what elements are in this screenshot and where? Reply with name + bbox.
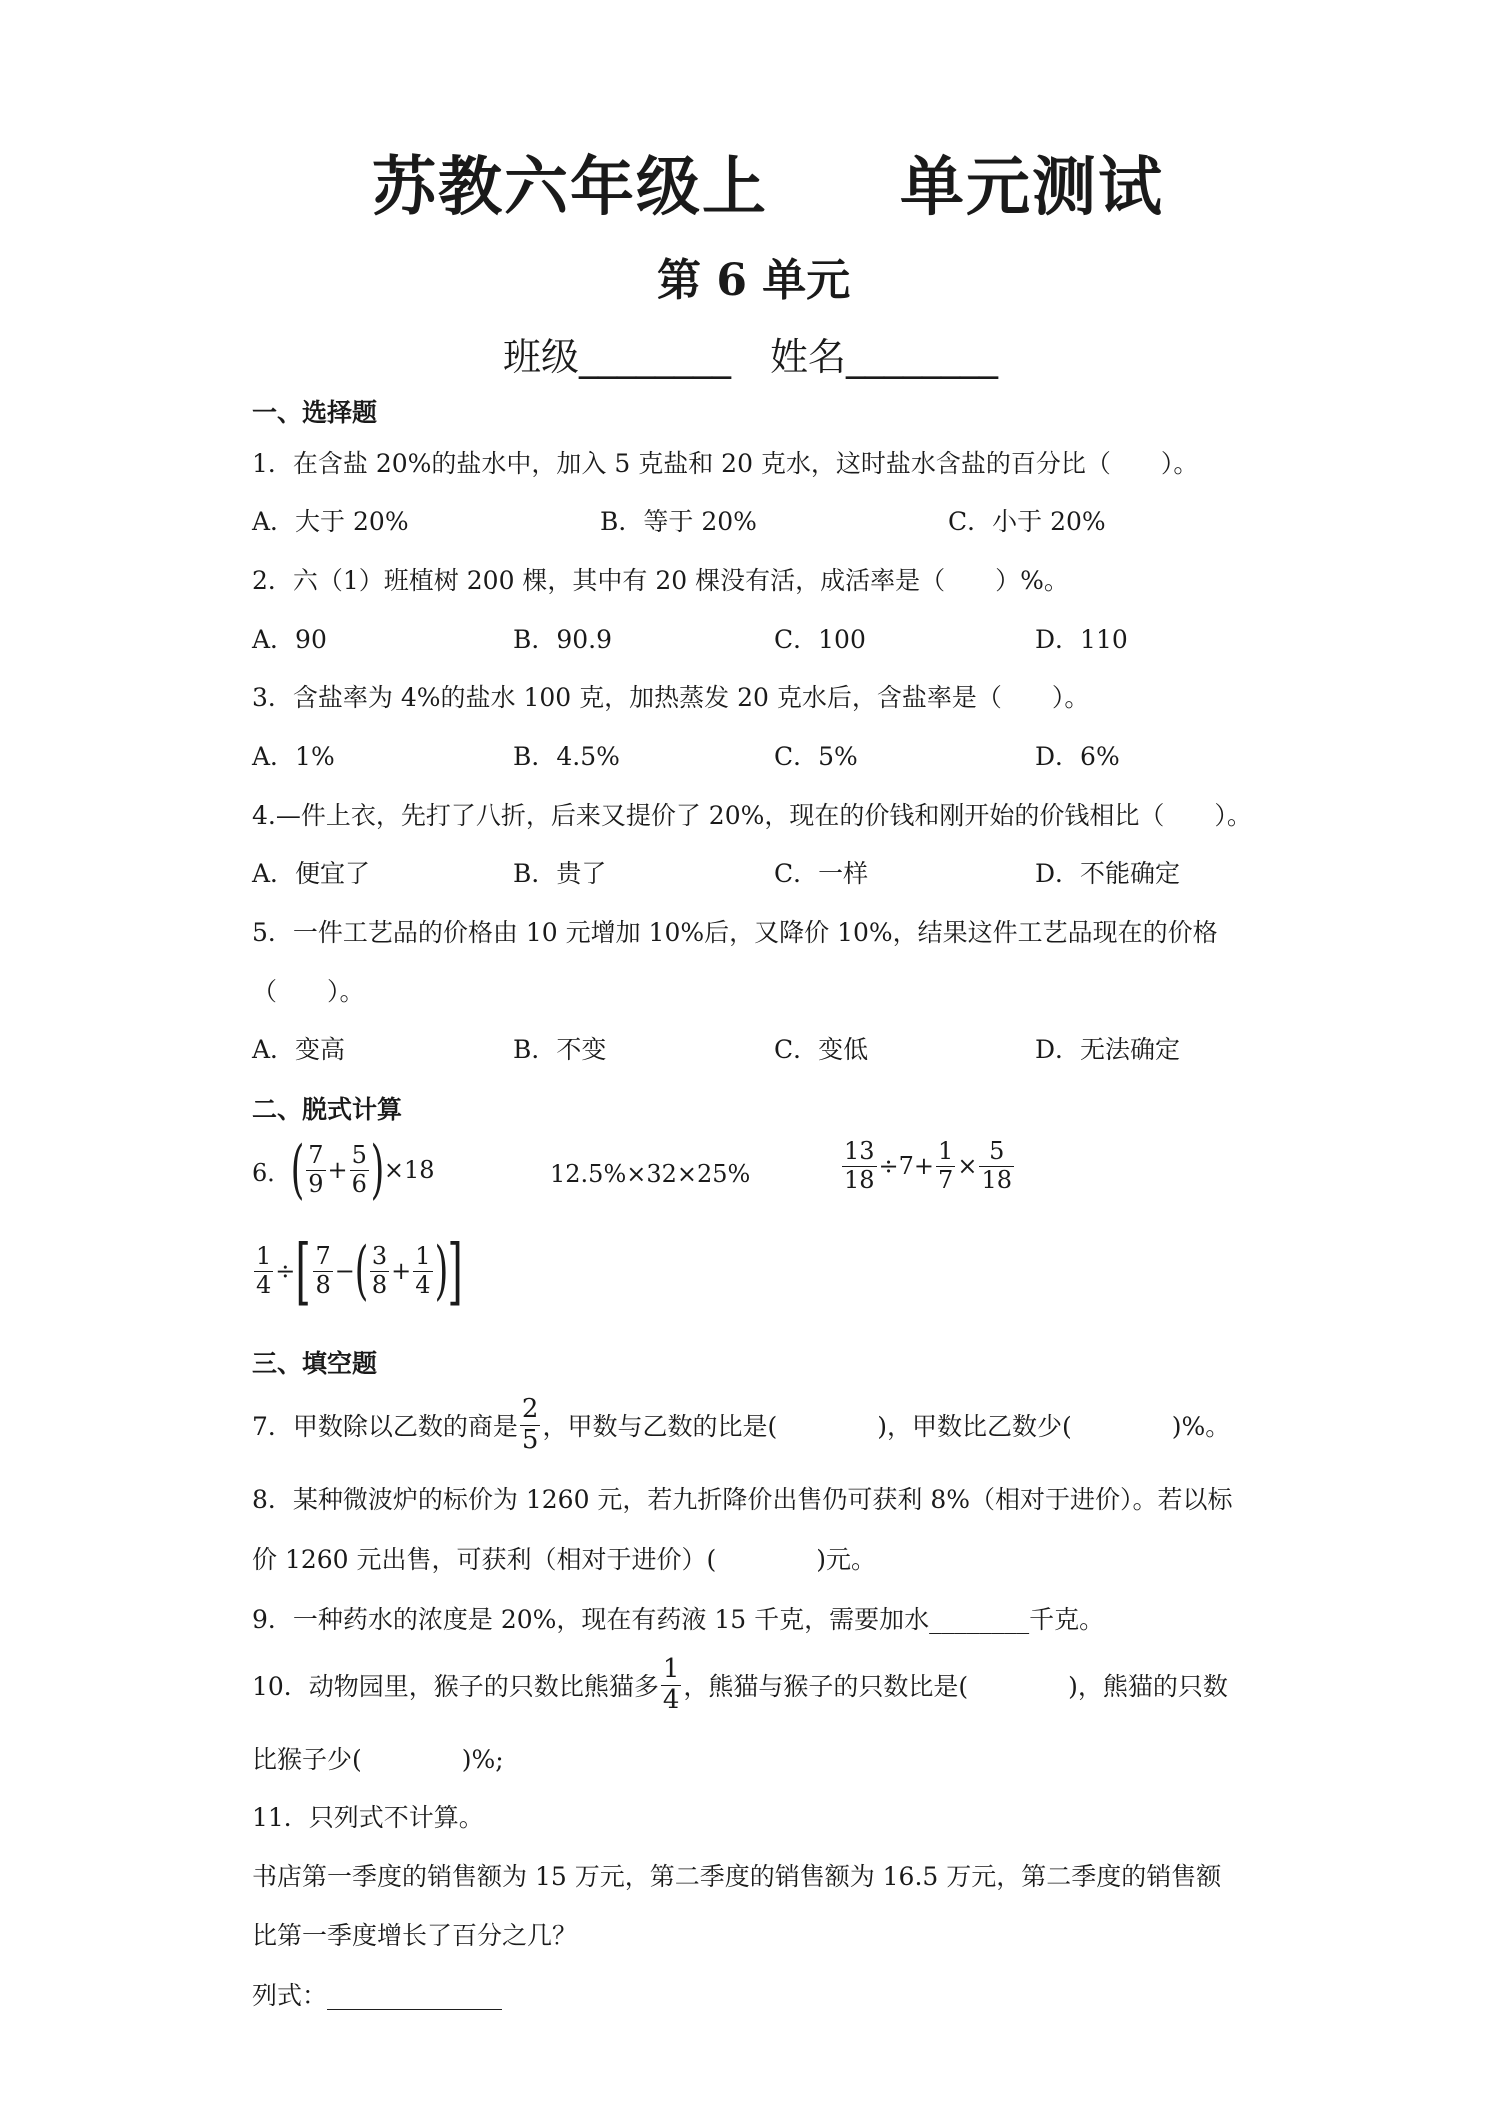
question-2-stem: 2．六（1）班植树 200 棵，其中有 20 棵没有活，成活率是（ ）%。 xyxy=(252,566,1069,595)
fraction: $\frac{13}{18}$ xyxy=(844,1137,875,1194)
fraction: $\frac{1}{4}$ xyxy=(256,1241,272,1299)
question-3-option-b: B．4.5% xyxy=(513,742,620,771)
question-8-line-1: 8．某种微波炉的标价为 1260 元，若九折降价出售仍可获利 8%（相对于进价）。若以标 xyxy=(252,1485,1233,1514)
question-10-pre: 10．动物园里，猴子的只数比熊猫多 xyxy=(252,1672,659,1702)
question-7-post: ，甲数与乙数的比是( )，甲数比乙数少( )%。 xyxy=(542,1412,1231,1442)
question-2-option-c: C．100 xyxy=(774,625,866,654)
question-8-line-2: 价 1260 元出售，可获利（相对于进价）( )元。 xyxy=(252,1545,877,1574)
question-11-body-2: 比第一季度增长了百分之几？ xyxy=(252,1921,578,1950)
question-6-expression-3 xyxy=(840,1138,1016,1194)
question-4-stem: 4.—件上衣，先打了八折，后来又提价了 20%，现在的价钱和刚开始的价钱相比（ ）。 xyxy=(252,801,1252,830)
question-6-label: 6． xyxy=(252,1158,292,1187)
question-1-stem: 1．在含盐 20%的盐水中，加入 5 克盐和 20 克水，这时盐水含盐的百分比（ ）。 xyxy=(252,449,1199,478)
question-5-option-b: B．不变 xyxy=(513,1035,607,1064)
operator: × xyxy=(957,1152,978,1181)
question-3-option-c: C．5% xyxy=(774,742,858,771)
question-1-option-a: A．大于 20% xyxy=(252,507,409,536)
fraction: $\frac{5}{18}$ xyxy=(981,1137,1012,1194)
question-1-option-c: C．小于 20% xyxy=(948,507,1106,536)
question-7 xyxy=(252,1395,1230,1456)
question-3-option-a: A．1% xyxy=(252,742,335,771)
fraction: $\frac{3}{8}$ xyxy=(371,1241,388,1299)
unit-subtitle: 第 6 单元 xyxy=(657,255,851,306)
section-heading-choice: 一、选择题 xyxy=(252,398,378,427)
question-4-option-c: C．一样 xyxy=(774,859,869,888)
bracket-open: [ xyxy=(295,1229,312,1313)
operator: + xyxy=(327,1156,348,1184)
paren-open: ( xyxy=(290,1133,305,1207)
question-4-option-a: A．便宜了 xyxy=(252,859,371,888)
section-heading-calculation: 二、脱式计算 xyxy=(252,1095,403,1124)
question-10 xyxy=(252,1655,1228,1716)
question-5-option-a: A．变高 xyxy=(252,1035,346,1064)
question-2-option-b: B．90.9 xyxy=(513,625,613,654)
question-3-stem: 3．含盐率为 4%的盐水 100 克，加热蒸发 20 克水后，含盐率是（ ）。 xyxy=(252,683,1090,712)
question-5-stem: 5．一件工艺品的价格由 10 元增加 10%后，又降价 10%，结果这件工艺品现在的价格 xyxy=(252,918,1218,947)
question-11-body-1: 书店第一季度的销售额为 15 万元，第二季度的销售额为 16.5 万元，第二季度的销售额 xyxy=(252,1862,1222,1891)
question-11-stem: 11．只列式不计算。 xyxy=(252,1803,484,1832)
paren-close: ) xyxy=(370,1133,385,1207)
operator: ÷ xyxy=(275,1257,296,1285)
operator-tail: ×18 xyxy=(383,1156,435,1184)
question-2-option-a: A．90 xyxy=(252,625,327,654)
fraction: $\frac{1}{7}$ xyxy=(938,1137,954,1194)
fraction: $\frac{5}{6}$ xyxy=(351,1140,367,1198)
paren-open: ( xyxy=(354,1234,369,1308)
question-6-expression-1 xyxy=(252,1133,435,1207)
fraction: $\frac{7}{9}$ xyxy=(308,1140,324,1198)
operator: − xyxy=(334,1257,355,1285)
question-4-option-d: D．不能确定 xyxy=(1035,859,1181,888)
question-4-option-b: B．贵了 xyxy=(513,859,607,888)
question-11-answer-line: 列式：______________ xyxy=(252,1981,503,2010)
operator: + xyxy=(391,1257,412,1285)
operator: ÷7+ xyxy=(878,1152,935,1181)
question-9: 9．一种药水的浓度是 20%，现在有药液 15 千克，需要加水________千克。 xyxy=(252,1605,1105,1634)
section-heading-fill-blank: 三、填空题 xyxy=(252,1349,378,1378)
paren-close: ) xyxy=(434,1234,448,1308)
question-10-post: ，熊猫与猴子的只数比是( )，熊猫的只数 xyxy=(683,1672,1228,1702)
question-5-stem-cont: （ ）。 xyxy=(252,977,365,1006)
question-2-option-d: D．110 xyxy=(1035,625,1128,654)
question-5-option-c: C．变低 xyxy=(774,1035,869,1064)
question-5-option-d: D．无法确定 xyxy=(1035,1035,1181,1064)
fraction: $\frac{1}{4}$ xyxy=(415,1241,431,1299)
fraction: $\frac{1}{4}$ xyxy=(662,1654,680,1715)
class-field: 班级________ xyxy=(503,335,732,379)
fraction: $\frac{2}{5}$ xyxy=(521,1394,539,1455)
question-7-pre: 7．甲数除以乙数的商是 xyxy=(252,1412,518,1442)
fraction: $\frac{7}{8}$ xyxy=(315,1241,331,1299)
bracket-close: ] xyxy=(447,1229,464,1313)
question-6-expression-2: 12.5%×32×25% xyxy=(550,1160,751,1188)
question-3-option-d: D．6% xyxy=(1035,742,1120,771)
question-1-option-b: B．等于 20% xyxy=(600,507,757,536)
name-field: 姓名________ xyxy=(770,335,999,379)
page-title: 苏教六年级上 单元测试 xyxy=(372,151,1164,225)
question-6-expression-4 xyxy=(252,1229,464,1313)
question-10-line-2: 比猴子少( )%; xyxy=(252,1745,504,1774)
